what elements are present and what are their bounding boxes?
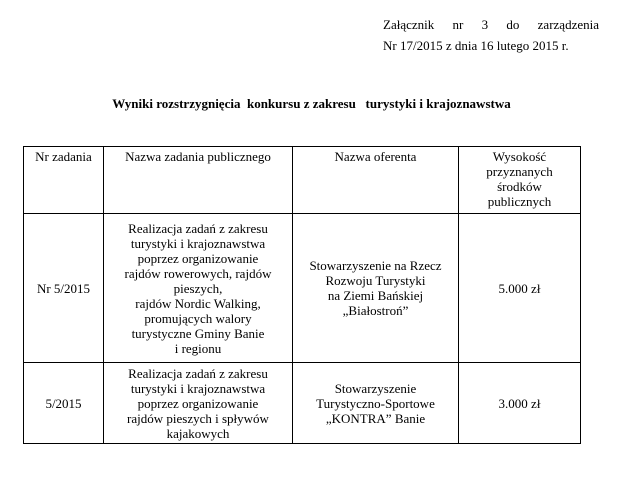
attachment-line-1 bbox=[383, 14, 599, 35]
cell-task-number: 5/2015 bbox=[24, 363, 104, 444]
table-header-row bbox=[24, 147, 581, 214]
results-table bbox=[23, 146, 581, 444]
cell-task-number: Nr 5/2015 bbox=[24, 214, 104, 363]
attachment-word: zarządzenia bbox=[537, 17, 599, 32]
cell-funding-amount: 5.000 zł bbox=[459, 214, 581, 363]
header-task-name: Nazwa zadania publicznego bbox=[104, 147, 293, 214]
attachment-note bbox=[383, 14, 599, 56]
attachment-word: nr bbox=[452, 17, 464, 32]
header-offeror-name: Nazwa oferenta bbox=[293, 147, 459, 214]
header-funding-amount: Wysokość przyznanych środków publicznych bbox=[459, 147, 581, 214]
table-row bbox=[24, 363, 581, 444]
cell-offeror-name: Stowarzyszenie Turystyczno-Sportowe „KONTRA” Banie bbox=[293, 363, 459, 444]
document-title: Wyniki rozstrzygnięcia konkursu z zakresu turystyki i krajoznawstwa bbox=[112, 96, 511, 111]
attachment-word: 3 bbox=[481, 17, 489, 32]
cell-task-name: Realizacja zadań z zakresu turystyki i krajoznawstwa poprzez organizowanie rajdów pieszych i spływów kajakowych bbox=[104, 363, 293, 444]
header-task-number: Nr zadania bbox=[24, 147, 104, 214]
table-row bbox=[24, 214, 581, 363]
cell-funding-amount: 3.000 zł bbox=[459, 363, 581, 444]
attachment-line-2: Nr 17/2015 z dnia 16 lutego 2015 r. bbox=[383, 38, 569, 53]
cell-task-name: Realizacja zadań z zakresu turystyki i krajoznawstwa poprzez organizowanie rajdów rowerowych, rajdów pieszych, rajdów Nordic Walking, promujących walory turystyczne Gminy Banie i regionu bbox=[104, 214, 293, 363]
attachment-word: Załącznik bbox=[383, 17, 435, 32]
attachment-word: do bbox=[506, 17, 520, 32]
cell-offeror-name: Stowarzyszenie na Rzecz Rozwoju Turystyki na Ziemi Bańskiej „Białostroń” bbox=[293, 214, 459, 363]
